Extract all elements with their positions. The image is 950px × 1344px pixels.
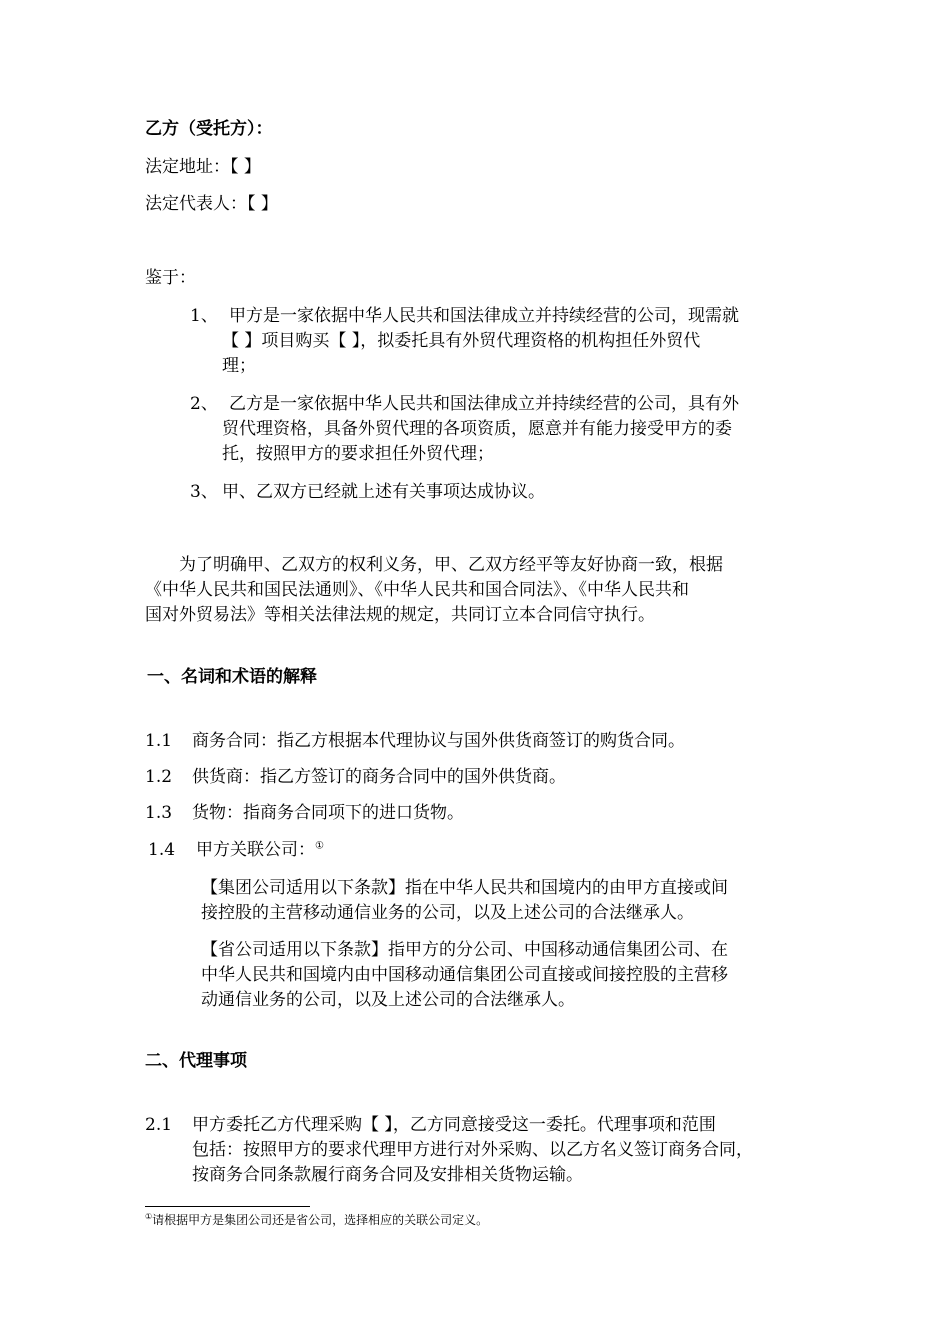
footnote-reference[interactable]: ① — [315, 840, 324, 852]
clause-number: 1.4 — [148, 840, 176, 860]
whereas-item-line: 甲、乙双方已经就上述有关事项达成协议。 — [222, 482, 545, 502]
clause-text — [196, 836, 324, 864]
clause-text: 商务合同：指乙方根据本代理协议与国外供货商签订的购货合同。 — [192, 731, 685, 751]
affiliate-term: 甲方关联公司： — [196, 840, 315, 860]
section-2-title: 二、代理事项 — [145, 1051, 247, 1071]
whereas-item-line: 托，按照甲方的要求担任外贸代理； — [222, 444, 494, 464]
preamble-line: 《中华人民共和国民法通则》、《中华人民共和国合同法》、《中华人民共和 — [145, 580, 689, 600]
clause-line: 甲方委托乙方代理采购【 】，乙方同意接受这一委托。代理事项和范围 — [192, 1115, 716, 1135]
province-clause-line: 【省公司适用以下条款】指甲方的分公司、中国移动通信集团公司、在 — [201, 940, 728, 960]
clause-text: 货物：指商务合同项下的进口货物。 — [192, 803, 464, 823]
clause-number: 1.3 — [145, 803, 173, 823]
whereas-item-line: 贸代理资格，具备外贸代理的各项资质，愿意并有能力接受甲方的委 — [222, 419, 732, 439]
party-b-address: 法定地址：【 】 — [145, 157, 261, 177]
clause-line: 按商务合同条款履行商务合同及安排相关货物运输。 — [192, 1165, 583, 1185]
group-clause-line: 接控股的主营移动通信业务的公司，以及上述公司的合法继承人。 — [201, 903, 694, 923]
whereas-item-line: 理； — [222, 356, 256, 376]
preamble-line: 为了明确甲、乙双方的权利义务，甲、乙双方经平等友好协商一致，根据 — [179, 555, 723, 575]
footnote-divider — [145, 1206, 310, 1207]
whereas-label: 鉴于： — [145, 268, 196, 288]
clause-number: 1.2 — [145, 767, 173, 787]
footnote-text: 请根据甲方是集团公司还是省公司，选择相应的关联公司定义。 — [152, 1213, 489, 1227]
whereas-item-num: 1、 — [190, 306, 218, 326]
whereas-item-line: 【 】项目购买【 】，拟委托具有外贸代理资格的机构担任外贸代 — [222, 331, 701, 351]
clause-number: 1.1 — [145, 731, 173, 751]
preamble-line: 国对外贸易法》等相关法律法规的规定，共同订立本合同信守执行。 — [145, 605, 655, 625]
whereas-item-num: 3、 — [190, 482, 218, 502]
province-clause-line: 动通信业务的公司，以及上述公司的合法继承人。 — [201, 990, 575, 1010]
whereas-item-line: 甲方是一家依据中华人民共和国法律成立并持续经营的公司，现需就 — [229, 306, 739, 326]
footnote — [145, 1212, 488, 1228]
clause-text: 供货商：指乙方签订的商务合同中的国外供货商。 — [192, 767, 566, 787]
clause-line: 包括：按照甲方的要求代理甲方进行对外采购、以乙方名义签订商务合同， — [192, 1140, 753, 1160]
party-b-heading: 乙方（受托方）： — [145, 119, 273, 139]
party-b-representative: 法定代表人：【 】 — [145, 194, 278, 214]
clause-number: 2.1 — [145, 1115, 173, 1135]
whereas-item-num: 2、 — [190, 394, 218, 414]
section-1-title: 一、名词和术语的解释 — [147, 667, 317, 687]
footnote-mark: ① — [145, 1212, 153, 1221]
group-clause-line: 【集团公司适用以下条款】指在中华人民共和国境内的由甲方直接或间 — [201, 878, 728, 898]
province-clause-line: 中华人民共和国境内由中国移动通信集团公司直接或间接控股的主营移 — [201, 965, 728, 985]
whereas-item-line: 乙方是一家依据中华人民共和国法律成立并持续经营的公司，具有外 — [229, 394, 739, 414]
